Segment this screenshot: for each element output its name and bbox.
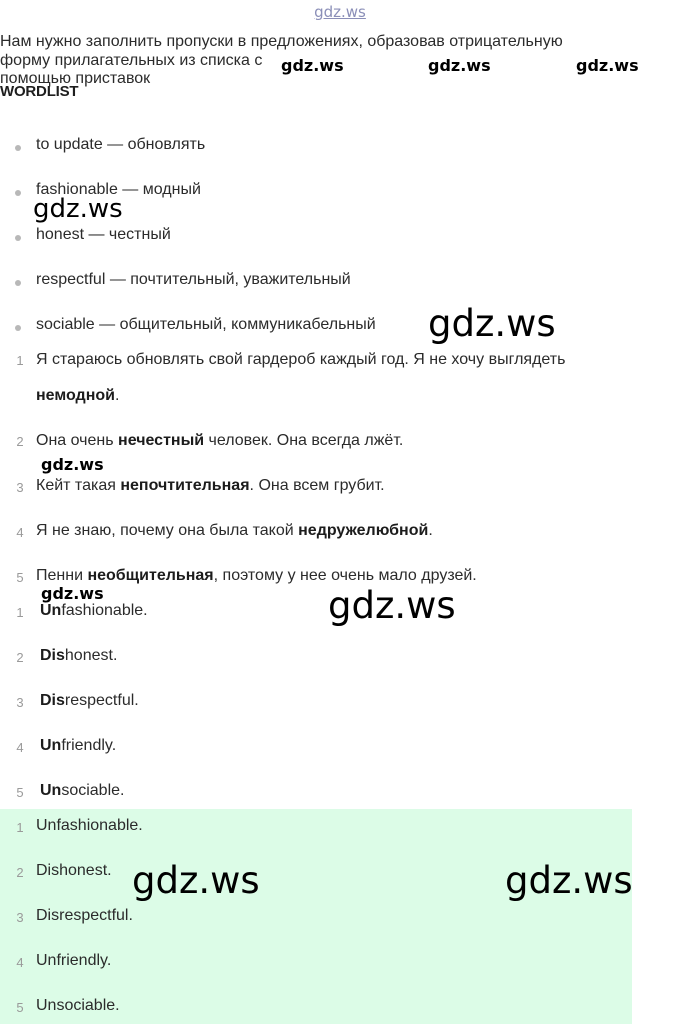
translation-line	[36, 432, 403, 450]
watermark: gdz.ws	[428, 302, 556, 345]
line-text: , поэтому у нее очень мало друзей.	[213, 567, 477, 584]
answer-line: Unsociable.	[36, 997, 120, 1014]
line-text: Я стараюсь обновлять свой гардероб каждый год. Я не хочу выглядеть	[36, 351, 566, 368]
translation-line	[36, 522, 433, 540]
answer-line	[40, 737, 116, 755]
line-text: fashionable.	[61, 602, 148, 619]
answer-line: Unfashionable.	[36, 817, 143, 834]
watermark: gdz.ws	[428, 56, 491, 75]
task-intro: Нам нужно заполнить пропуски в предложениях, образовав отрицательную	[0, 33, 563, 50]
answer-line	[40, 647, 117, 665]
bullet-icon	[15, 235, 21, 241]
item-number: 2	[16, 650, 24, 665]
prefix: Dis	[40, 647, 65, 664]
wordlist-item: sociable — общительный, коммуникабельный	[36, 316, 376, 333]
line-text: respectful.	[64, 692, 139, 709]
bold-word: недружелюбной	[298, 522, 429, 539]
watermark: gdz.ws	[41, 584, 104, 603]
bold-word: непочтительная	[120, 477, 250, 494]
bold-word: немодной	[36, 387, 115, 404]
line-text: человек. Она всегда лжёт.	[204, 432, 404, 449]
bullet-icon	[15, 190, 21, 196]
line-text: Кейт такая	[36, 477, 121, 494]
line-text: friendly.	[61, 737, 117, 754]
answer-line	[40, 602, 148, 620]
task-intro-cut-text: форму прилагательных из списка с помощью приставок	[0, 52, 263, 87]
item-number: 4	[16, 955, 24, 970]
item-number: 2	[16, 865, 24, 880]
line-text: honest.	[64, 647, 118, 664]
translation-line	[36, 477, 385, 495]
translation-line	[36, 351, 565, 369]
item-number: 4	[16, 525, 24, 540]
line-text: Пенни	[36, 567, 88, 584]
item-number: 1	[16, 353, 24, 368]
wordlist-title: WORDLIST	[0, 83, 79, 100]
answer-line	[40, 782, 124, 800]
line-text: .	[114, 387, 120, 404]
prefix: Un	[40, 602, 62, 619]
item-number: 5	[16, 785, 24, 800]
wordlist-item: to update — обновлять	[36, 136, 206, 153]
item-number: 4	[16, 740, 24, 755]
translation-line	[36, 567, 477, 585]
bold-word: нечестный	[118, 432, 205, 449]
item-number: 5	[16, 570, 24, 585]
line-text: .	[428, 522, 433, 539]
prefix: Un	[40, 737, 62, 754]
bullet-icon	[15, 145, 21, 151]
prefix: Dis	[40, 692, 65, 709]
line-text: sociable.	[61, 782, 125, 799]
item-number: 1	[16, 820, 24, 835]
watermark: gdz.ws	[328, 584, 456, 627]
watermark: gdz.ws	[33, 194, 123, 224]
watermark: gdz.ws	[576, 56, 639, 75]
answer-line: Dishonest.	[36, 862, 112, 879]
line-text: Она очень	[36, 432, 119, 449]
line-text: Я не знаю, почему она была такой	[36, 522, 299, 539]
wordlist-item: fashionable — модный	[36, 181, 201, 198]
wordlist-item: honest — честный	[36, 226, 171, 243]
bullet-icon	[15, 280, 21, 286]
bold-word: необщительная	[87, 567, 214, 584]
bullet-icon	[15, 325, 21, 331]
item-number: 3	[16, 695, 24, 710]
translation-line	[36, 387, 119, 405]
item-number: 5	[16, 1000, 24, 1015]
answer-line: Unfriendly.	[36, 952, 112, 969]
answer-line	[40, 692, 139, 710]
item-number: 3	[16, 910, 24, 925]
answer-line: Disrespectful.	[36, 907, 133, 924]
watermark: gdz.ws	[281, 56, 344, 75]
site-header-link[interactable]: gdz.ws	[314, 3, 366, 21]
prefix: Un	[40, 782, 62, 799]
line-text: . Она всем грубит.	[249, 477, 385, 494]
watermark: gdz.ws	[132, 859, 260, 902]
item-number: 1	[16, 605, 24, 620]
watermark: gdz.ws	[41, 455, 104, 474]
item-number: 2	[16, 434, 24, 449]
watermark: gdz.ws	[505, 859, 633, 902]
wordlist-item: respectful — почтительный, уважительный	[36, 271, 351, 288]
task-intro-cut	[0, 52, 280, 87]
item-number: 3	[16, 480, 24, 495]
